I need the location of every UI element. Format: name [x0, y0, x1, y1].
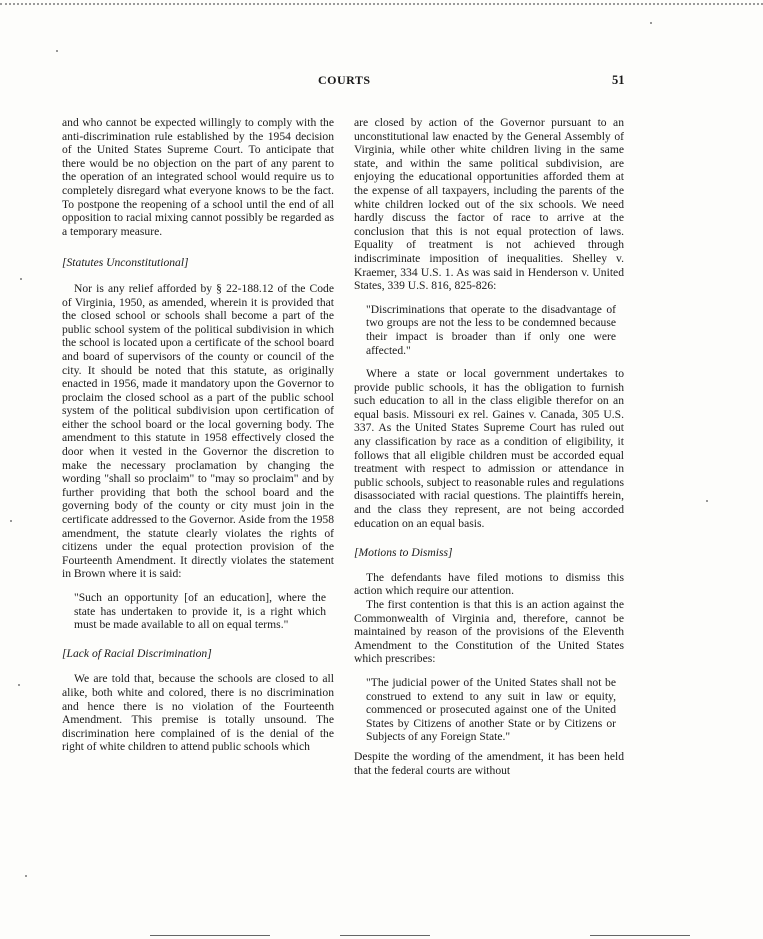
scan-speck: [25, 875, 27, 877]
scan-speck: [20, 278, 22, 280]
scan-speck: [10, 520, 12, 522]
page-number: 51: [612, 73, 625, 87]
paragraph: are closed by action of the Governor pursuant to an unconstitutional law enacted by the General Assembly of Virginia, while other white children living in the same state, and within the same political subdivision, are enjoying the educational opportunities afforded them at the expense of all taxpayers, including the parents of the white children locked out of the six schools. We need hardly discuss the factor of race to arrive at the conclusion that this is not equal protection of laws. Equality of treatment is not achieved through indiscriminate imposition of inequalities. Shelley v. Kraemer, 334 U.S. 1. As was said in Henderson v. United States, 339 U.S. 816, 825-826:: [354, 116, 624, 293]
scan-speck: [706, 500, 708, 502]
running-head: COURTS: [318, 73, 371, 87]
paragraph: The defendants have filed motions to dismiss this action which require our attention.: [354, 570, 624, 598]
paragraph: We are told that, because the schools are closed to all alike, both white and colored, there is no discrimination and hence there is no violation of the Fourteenth Amendment. This premise is totally unsound. The discrimination here complained of is the denial of the right of white children to attend public schools which: [62, 672, 334, 754]
bottom-edge-mark: [150, 935, 270, 936]
section-heading: [Statutes Unconstitutional]: [62, 256, 189, 270]
left-column: [62, 116, 334, 754]
block-quote: "The judicial power of the United States shall not be construed to extend to any suit in law or equity, commenced or prosecuted against one of the United States by Citizens of another State or by Citizens or Subjects of any Foreign State.": [366, 675, 616, 744]
block-quote: "Such an opportunity [of an education], where the state has undertaken to provide it, is a right which must be made available to all on equal terms.": [74, 591, 326, 632]
right-column: [354, 116, 624, 777]
bottom-edge-mark: [590, 935, 690, 936]
paragraph: Nor is any relief afforded by § 22-188.12 of the Code of Virginia, 1950, as amended, wherein it is provided that the closed school or schools shall become a part of the public school system of the political subdivision in which the school is located upon a certificate of the school board and board of supervisors of the county or council of the city. It should be noted that this statute, as originally enacted in 1956, made it mandatory upon the Governor to proclaim the closed school as a part of the public school system of the political subdivision upon certification of either the school board or the local governing body. The amendment to this statute in 1958 effectively closed the door when it vested in the Governor the discretion to make the necessary proclamation by changing the wording "shall so proclaim" to "may so proclaim" and by further providing that both the school board and the governing body of the county or city must join in the certificate addressed to the Governor. Aside from the 1958 amendment, the statute clearly violates the rights of citizens under the equal protection provision of the Fourteenth Amendment. It directly violates the statement in Brown where it is said:: [62, 281, 334, 581]
paragraph: Where a state or local government undertakes to provide public schools, it has the obligation to furnish such education to all in the class eligible therefor on an equal basis. Missouri ex rel. Gaines v. Canada, 305 U.S. 337. As the United States Supreme Court has ruled out any classification by race as a condition of eligibility, it follows that all eligible children must be accorded equal treatment with respect to admission or attendance in public schools, subject to reasonable rules and regulations disassociated with racial questions. The plaintiffs herein, and the class they represent, are not being accorded education on an equal basis.: [354, 367, 624, 530]
block-quote: "Discriminations that operate to the disadvantage of two groups are not the less to be condemned because their impact is broader than if only one were affected.": [366, 302, 616, 357]
paragraph: Despite the wording of the amendment, it has been held that the federal courts are without: [354, 749, 624, 777]
scan-speck: [56, 50, 58, 52]
paragraph: and who cannot be expected willingly to comply with the anti-discrimination rule established by the 1954 decision of the United States Supreme Court. To anticipate that there would be no objection on the part of any parent to the operation of an integrated school would require us to completely disregard what everyone knows to be the fact. To postpone the reopening of a school until the end of all opposition to racial mixing cannot possibly be regarded as a temporary measure.: [62, 116, 334, 238]
scan-speck: [650, 22, 652, 24]
top-perforation: [0, 3, 763, 5]
page-header: [0, 73, 763, 89]
paragraph: The first contention is that this is an action against the Commonwealth of Virginia and, therefore, cannot be maintained by reason of the provisions of the Eleventh Amendment to the Constitution of the United States which prescribes:: [354, 598, 624, 666]
bottom-edge-mark: [340, 935, 430, 936]
section-heading: [Lack of Racial Discrimination]: [62, 646, 212, 660]
scan-speck: [18, 684, 20, 686]
section-heading: [Motions to Dismiss]: [354, 546, 453, 560]
